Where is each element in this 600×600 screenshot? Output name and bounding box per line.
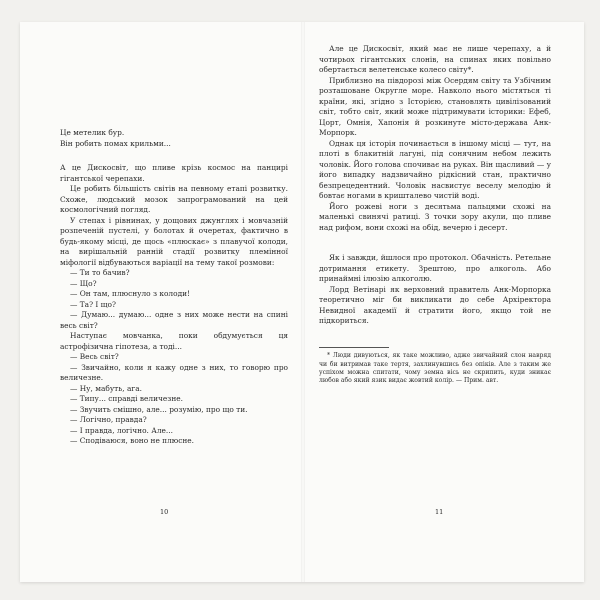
dialogue-line: — Що? (70, 278, 97, 288)
paragraph: Однак ця історія починається в іншому місці — тут, на плоті в блакитній лагуні, під сонячним небом лежить чоловік. Його голова спочиває на руках. Він щасливий — у його випадку надзвичайно рідкісний стан, практично безпрецедентний. Чоловік насвистує веселу мелодію й бовтає ногами в кришталево чистій воді. (319, 138, 551, 200)
dialogue-line: — Ну, мабуть, ага. (70, 383, 143, 393)
dialogue-line: — Ти то бачив? (70, 268, 130, 277)
paragraph: А це Дискосвіт, що пливе крізь космос на панцирі гігантської черепахи. (60, 163, 288, 183)
epigraph-line: Він робить помах крильми... (60, 138, 171, 148)
paragraph: Це робить більшість світів на певному етапі розвитку. Схоже, людський мозок запрограмований на цей космологічний погляд. (60, 184, 288, 214)
left-page-text (60, 128, 288, 447)
dialogue-line: — Весь світ? (70, 352, 119, 361)
footnote-rule (319, 347, 389, 348)
page-number: 10 (160, 508, 169, 516)
dialogue-line: — Типу... справді величезне. (70, 394, 183, 403)
paragraph: Приблизно на півдорозі між Осердям світу та Узбічним розташоване Округле море. Навколо нього містяться ті країни, які, згідно з Історією, становлять цивілізований світ, тобто світ, який може підтримувати історики: Ефеб, Цорт, Омнія, Хапонія й розкинуте місто-держава Анк-Морпорк. (319, 75, 551, 137)
paragraph: У степах і рівнинах, у дощових джунглях і мовчазній розпеченій пустелі, у болотах й очеретах, фактично в будь-якому місці, де щось «плюскає» з плавучої колоди, на вирішальній ранній стадії розвитку племінної міфології відбуваються варіації на тему такої розмови: (60, 215, 288, 267)
dialogue-line: — Звичайно, коли я кажу одне з них, то говорю про величезне. (60, 362, 288, 382)
dialogue-line: — Та? І що? (70, 299, 116, 309)
dialogue-line: — Он там, плюснуло з колоди! (70, 289, 191, 298)
right-page (305, 22, 584, 582)
dialogue-line: — Думаю... думаю... одне з них може нести на спині весь світ? (60, 310, 288, 330)
dialogue-line: — І правда, логічно. Але... (70, 425, 173, 435)
page-number: 11 (435, 508, 444, 516)
paragraph: Його рожеві ноги з десятьма пальцями схожі на маленькі свинячі ратиці. З точки зору акули, що пливе над рифом, вони схожі на обід, вечерю і десерт. (319, 201, 551, 232)
right-page-text (319, 44, 551, 386)
epigraph-line: Це метелик бур. (60, 128, 125, 137)
book-spread (20, 22, 584, 582)
left-page (20, 22, 301, 582)
footnote-text: * Люди дивуються, як таке можливо, адже звичайний слон навряд чи би витримав таке тертя, захлинувшись без опіків. Але з таким же успіхом можна спитати, чому земна вісь не скрипить, куди зникає любов або який язик видає жовтий колір. — Прим. авт. (319, 352, 551, 385)
footnote (319, 347, 551, 386)
paragraph: Як і завжди, йшлося про протокол. Обачність. Ретельне дотримання етикету. Зрештою, про алкоголь. Або принаймні ілюзію алкоголю. (319, 253, 551, 283)
dialogue-line: — Звучить смішно, але... розумію, про що ти. (70, 404, 248, 414)
paragraph: Лорд Ветінарі як верховний правитель Анк-Морпорка теоретично міг би викликати до себе Архіректора Невидної академії й стратити його, якщо той не підкориться. (319, 284, 551, 325)
dialogue-line: — Логічно, правда? (70, 415, 147, 424)
paragraph: Але це Дискосвіт, який має не лише черепаху, а й чотирьох гігантських слонів, на спинах яких повільно обертається велетенське колесо світу*. (319, 44, 551, 74)
paragraph: Наступає мовчанка, поки обдумується ця астрофізична гіпотеза, а тоді... (60, 331, 288, 351)
dialogue-line: — Сподіваюся, воно не плюсне. (70, 436, 195, 445)
